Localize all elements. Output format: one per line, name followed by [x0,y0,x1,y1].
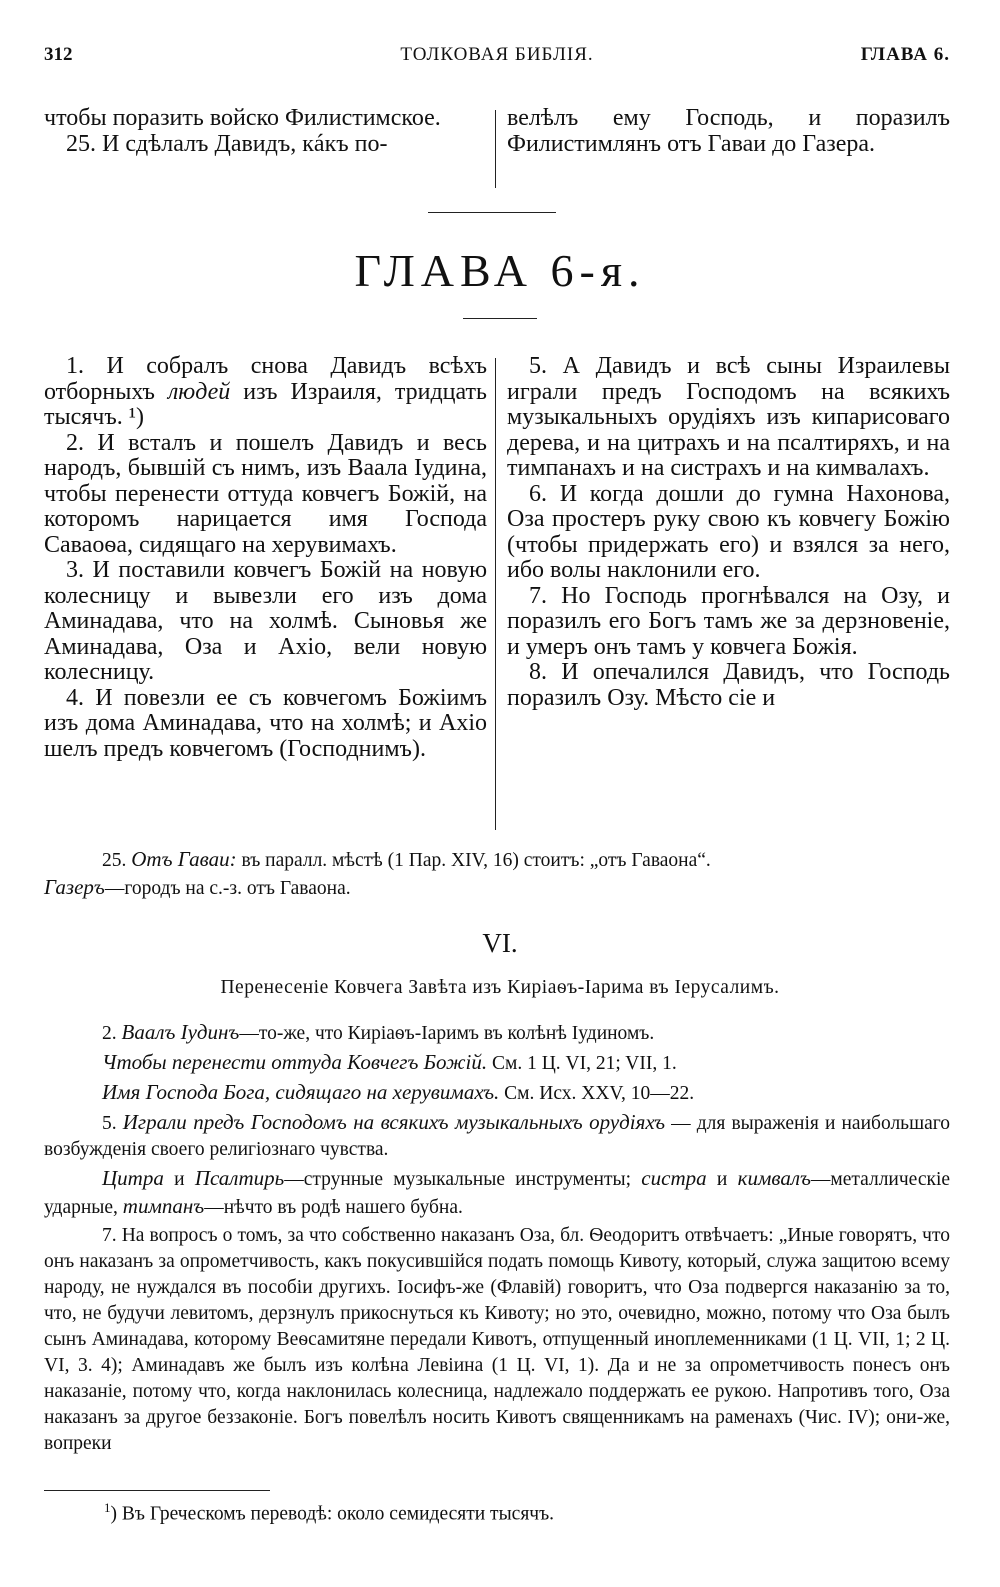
note-paragraph: 25. Отъ Гаваи: въ паралл. мѣстѣ (1 Пар. XIV, 16) стоитъ: „отъ Гаваона“. Газеръ—городъ на с.-з. отъ Гаваона. [44,847,711,899]
previous-chapter-text [44,106,950,186]
comment-paragraph: 7. На вопросъ о томъ, за что собственно наказанъ Оза, бл. Ѳеодоритъ отвѣчаетъ: „Иные говорятъ, что онъ наказанъ за опрометчивость, какъ покусившійся подать помощь Кивоту, который, служа защитою всему народу, не нуждался въ пособіи другихъ. Іосифъ-же (Флавій) говоритъ, что Оза подвергся наказанію за то, что, не будучи левитомъ, дерзнулъ прикоснуться къ Кивоту; но это, очевидно, можно, потому что Оза былъ сынъ Аминадава, которому Веѳсамитяне передали Кивотъ, отпущенный иноплеменниками (1 Ц. VII, 1; 2 Ц. VI, 3. 4); Аминадавъ же былъ изъ колѣна Левіина (1 Ц. VI, 1). Да и не за опрометчивость понесъ онъ наказаніе, потому что, когда наклонилась колесница, надлежало поддержать ее рукою. Напротивъ того, Оза наказанъ за другое беззаконіе. Богъ повелѣлъ носить Кивотъ священникамъ на раменахъ (Чис. IV); они-же, вопреки [44,1225,950,1454]
comment-paragraph: 2. Ваалъ Іудинъ—то-же, что Киріаѳъ-Іаримъ въ колѣнѣ Іудиномъ. [102,1020,655,1044]
separator-rule [428,212,556,213]
page-header [44,44,950,74]
verse: 3. И поставили ковчегъ Божій на новую колесницу и вывезли его изъ дома Аминадава, что на холмѣ. Сыновья же Аминадава, Оза и Ахіо, вели новую колесницу. [44,557,487,685]
verse: 7. Но Господь прогнѣвался на Озу, и поразилъ его Богъ тамъ же за дерзновеніе, и умеръ онъ тамъ у ковчега Божія. [507,582,950,660]
verse-text: 25. И сдѣлалъ Давидъ, кáкъ по- [66,130,388,157]
left-column [44,354,487,762]
comment-paragraph: 5. Играли предъ Господомъ на всякихъ музыкальныхъ орудіяхъ — для выраженія и наибольшаго возбужденія своего религіознаго чувства. [44,1110,950,1160]
commentary [44,1019,950,1459]
column-divider [495,358,496,830]
footnote: $^1$) Въ Греческомъ переводѣ: около семидесяти тысячъ. [104,1500,555,1525]
page-number: 312 [44,44,73,65]
chapter-title: ГЛАВА 6-я. [354,245,646,296]
verse: 5. А Давидъ и всѣ сыны Израилевы играли предъ Господомъ на всякихъ музыкальныхъ орудіяхъ изъ кипарисоваго дерева, и на цитрахъ и на псалтиряхъ, и на тимпанахъ и на систрахъ и на кимвалахъ. [507,353,950,481]
right-column [507,106,950,157]
section-number: VI. [482,928,518,958]
verse-text: велѣлъ ему Господь, и поразилъ Филистимлянъ отъ Гаваи до Газера. [507,105,950,157]
verse: 4. И повезли ее съ ковчегомъ Божіимъ изъ дома Аминадава, что на холмѣ; и Ахіо шелъ предъ ковчегомъ (Господнимъ). [44,684,487,762]
column-divider [495,110,496,188]
chapter-reference: ГЛАВА 6. [860,44,950,65]
left-column [44,106,487,157]
separator-rule [463,318,537,319]
verse-text: чтобы поразить войско Филистимское. [44,105,441,131]
verse: 8. И опечалился Давидъ, что Господь поразилъ Озу. Мѣсто сіе и [507,659,950,711]
verse: 6. И когда дошли до гумна Нахонова, Оза простеръ руку свою къ ковчегу Божію (чтобы придержать его) и взялся за него, ибо волы наклонили его. [507,480,950,583]
running-title: ТОЛКОВАЯ БИБЛІЯ. [400,44,594,65]
chapter-text [44,354,950,828]
comment-paragraph: Чтобы перенести оттуда Ковчегъ Божій. См. 1 Ц. VI, 21; VII, 1. [102,1050,677,1074]
section-title: Перенесеніе Ковчега Завѣта изъ Киріаѳъ-Іарима въ Іерусалимъ. [220,977,780,998]
comment-paragraph: Цитра и Псалтирь—струнные музыкальные инструменты; систра и кимвалъ—металлическіе ударные, тимпанъ—нѣчто въ родѣ нашего бубна. [44,1166,951,1218]
note-verse-25 [44,846,950,902]
verse: 1. И собралъ снова Давидъ всѣхъ отборныхъ людей изъ Израиля, тридцать тысячъ. ¹) [44,353,487,430]
comment-paragraph: Имя Господа Бога, сидящаго на херувимахъ. См. Исх. XXV, 10—22. [102,1080,695,1104]
footnote-rule [44,1490,270,1491]
verse: 2. И всталъ и пошелъ Давидъ и весь народъ, бывшій съ нимъ, изъ Ваала Іудина, чтобы перенести оттуда ковчегъ Божій, на которомъ нарицается имя Господа Саваоѳа, сидящаго на херувимахъ. [44,429,487,558]
right-column [507,354,950,711]
